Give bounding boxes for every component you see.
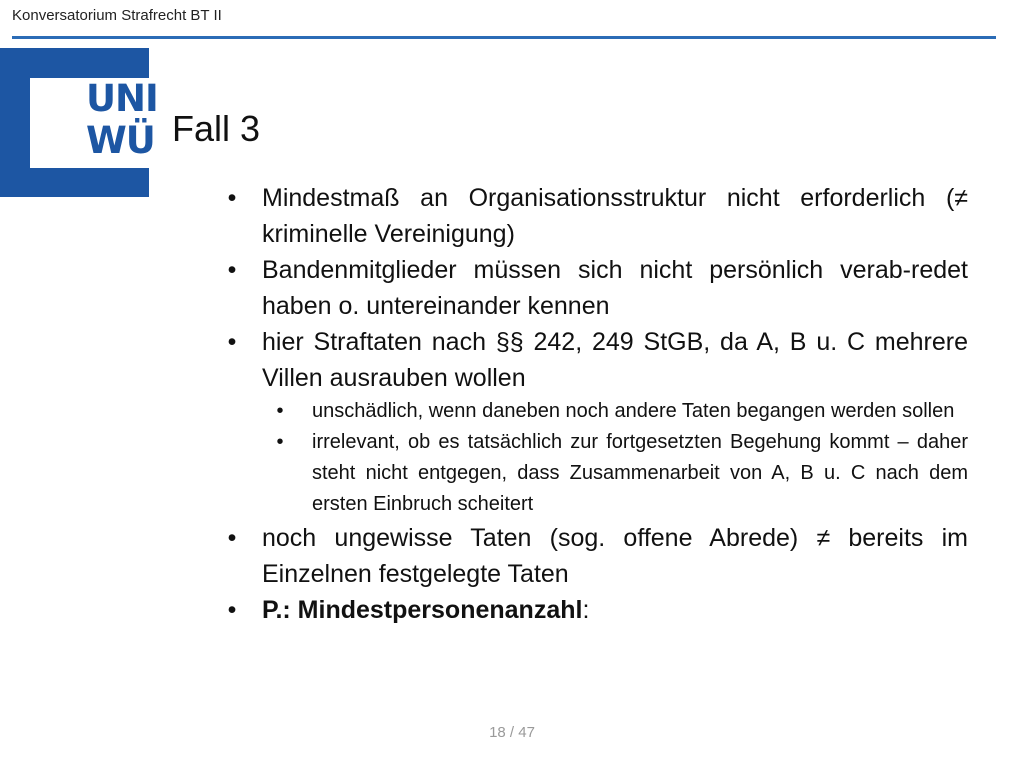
bullet-text: Mindestmaß an Organisationsstruktur nicht erforderlich (≠ kriminelle Vereinigung) (262, 184, 968, 248)
bullet-item (222, 180, 968, 252)
university-logo (0, 48, 158, 197)
slide-title: Fall 3 (172, 108, 261, 149)
bullet-icon: • (227, 328, 237, 356)
bullet-item (222, 324, 968, 396)
sub-bullet-text: irrelevant, ob es tatsächlich zur fortgesetzten Begehung kommt – daher steht nicht entgegen, dass Zusammenarbeit von A, B u. C nach dem ersten Einbruch scheitert (312, 431, 968, 515)
sub-bullet-icon: • (276, 400, 284, 422)
course-title: Konversatorium Strafrecht BT II (12, 7, 222, 24)
sub-bullet-icon: • (276, 431, 284, 453)
bullet-text: hier Straftaten nach §§ 242, 249 StGB, da A, B u. C mehrere Villen ausrauben wollen (262, 328, 968, 392)
sub-bullet-text: unschädlich, wenn daneben noch andere Taten begangen werden sollen (312, 400, 955, 422)
bullet-suffix: : (582, 596, 590, 624)
logo-wordmark (86, 77, 158, 162)
bullet-icon: • (227, 256, 237, 284)
logo-line-2: WÜ (86, 119, 155, 162)
bullet-item (222, 592, 968, 628)
bullet-icon: • (227, 524, 237, 552)
bullet-text: noch ungewisse Taten (sog. offene Abrede) ≠ bereits im Einzelnen festgelegte Taten (262, 524, 968, 588)
bullet-list (222, 180, 968, 628)
bullet-icon: • (227, 596, 237, 624)
sub-bullet-item (222, 427, 968, 520)
bullet-item (222, 520, 968, 592)
header-divider (12, 36, 996, 39)
logo-line-1: UNI (86, 77, 158, 120)
bullet-icon: • (227, 184, 237, 212)
sub-bullet-item (222, 396, 968, 427)
bullet-text: Bandenmitglieder müssen sich nicht persönlich verab-redet haben o. untereinander kennen (262, 256, 968, 320)
bullet-bold-text: P.: Mindestpersonenanzahl (262, 596, 583, 624)
bullet-item (222, 252, 968, 324)
page-number: 18 / 47 (489, 724, 535, 741)
